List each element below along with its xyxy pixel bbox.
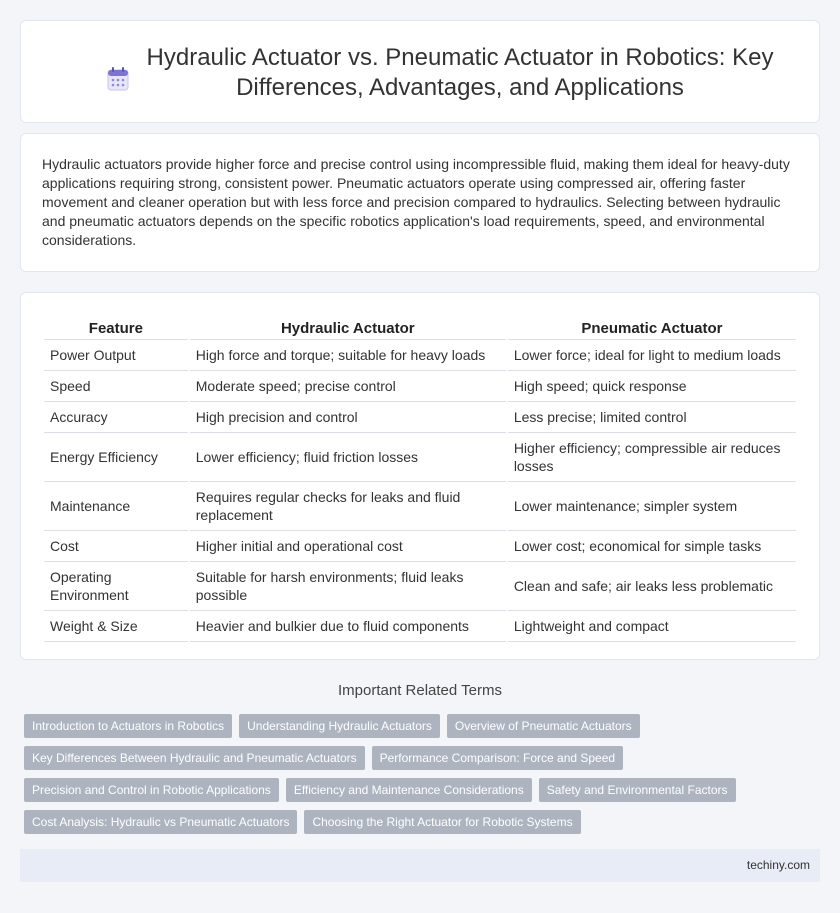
table-row bbox=[44, 340, 796, 371]
table-row bbox=[44, 371, 796, 402]
page-title: Hydraulic Actuator vs. Pneumatic Actuator in Robotics: Key Differences, Advantages, and Applications bbox=[146, 44, 774, 101]
related-term-tag[interactable]: Understanding Hydraulic Actuators bbox=[239, 714, 440, 738]
comparison-table bbox=[42, 318, 798, 642]
hydraulic-cell: High force and torque; suitable for heavy loads bbox=[190, 340, 506, 371]
header-pneumatic: Pneumatic Actuator bbox=[508, 318, 796, 340]
feature-cell: Energy Efficiency bbox=[44, 433, 188, 482]
feature-cell: Speed bbox=[44, 371, 188, 402]
related-term-tag[interactable]: Safety and Environmental Factors bbox=[539, 778, 736, 802]
feature-cell: Cost bbox=[44, 531, 188, 562]
pneumatic-cell: Lightweight and compact bbox=[508, 611, 796, 642]
feature-cell: Power Output bbox=[44, 340, 188, 371]
related-term-tag[interactable]: Key Differences Between Hydraulic and Pneumatic Actuators bbox=[24, 746, 365, 770]
table-header-row bbox=[44, 318, 796, 340]
summary-card bbox=[20, 133, 820, 272]
feature-cell: Operating Environment bbox=[44, 562, 188, 611]
comparison-table-card bbox=[20, 292, 820, 660]
pneumatic-cell: Higher efficiency; compressible air reduces losses bbox=[508, 433, 796, 482]
related-term-tag[interactable]: Precision and Control in Robotic Applications bbox=[24, 778, 279, 802]
tag-row bbox=[24, 810, 804, 834]
summary-text: Hydraulic actuators provide higher force and precise control using incompressible fluid, making them ideal for heavy-duty applications requiring strong, consistent power. Pneumatic actuators operate using compressed air, offering faster movement and cleaner operation but with less force and precision compared to hydraulics. Selecting between hydraulic and pneumatic actuators depends on the specific robotics application's load requirements, speed, and environmental considerations. bbox=[42, 156, 790, 248]
feature-cell: Accuracy bbox=[44, 402, 188, 433]
tag-row bbox=[24, 714, 804, 738]
hydraulic-cell: Higher initial and operational cost bbox=[190, 531, 506, 562]
tag-row bbox=[24, 778, 804, 802]
table-row bbox=[44, 482, 796, 531]
hydraulic-cell: Requires regular checks for leaks and fluid replacement bbox=[190, 482, 506, 531]
table-row bbox=[44, 433, 796, 482]
pneumatic-cell: High speed; quick response bbox=[508, 371, 796, 402]
table-row bbox=[44, 531, 796, 562]
related-term-tag[interactable]: Overview of Pneumatic Actuators bbox=[447, 714, 640, 738]
feature-cell: Weight & Size bbox=[44, 611, 188, 642]
hydraulic-cell: Suitable for harsh environments; fluid leaks possible bbox=[190, 562, 506, 611]
hydraulic-cell: Lower efficiency; fluid friction losses bbox=[190, 433, 506, 482]
hydraulic-cell: High precision and control bbox=[190, 402, 506, 433]
pneumatic-cell: Lower maintenance; simpler system bbox=[508, 482, 796, 531]
pneumatic-cell: Lower force; ideal for light to medium loads bbox=[508, 340, 796, 371]
site-name[interactable]: techiny.com bbox=[746, 858, 810, 872]
table-row bbox=[44, 402, 796, 433]
related-term-tag[interactable]: Performance Comparison: Force and Speed bbox=[372, 746, 623, 770]
footer bbox=[20, 849, 820, 882]
hydraulic-cell: Moderate speed; precise control bbox=[190, 371, 506, 402]
related-term-tag[interactable]: Introduction to Actuators in Robotics bbox=[24, 714, 232, 738]
pneumatic-cell: Less precise; limited control bbox=[508, 402, 796, 433]
related-terms-list bbox=[24, 714, 804, 842]
pneumatic-cell: Lower cost; economical for simple tasks bbox=[508, 531, 796, 562]
related-term-tag[interactable]: Cost Analysis: Hydraulic vs Pneumatic Actuators bbox=[24, 810, 297, 834]
related-terms-title: Important Related Terms bbox=[338, 682, 502, 699]
header-feature: Feature bbox=[44, 318, 188, 340]
feature-cell: Maintenance bbox=[44, 482, 188, 531]
related-term-tag[interactable]: Choosing the Right Actuator for Robotic Systems bbox=[304, 810, 580, 834]
table-row bbox=[44, 562, 796, 611]
table-row bbox=[44, 611, 796, 642]
tag-row bbox=[24, 746, 804, 770]
header-hydraulic: Hydraulic Actuator bbox=[190, 318, 506, 340]
title-card bbox=[20, 20, 820, 123]
hydraulic-cell: Heavier and bulkier due to fluid components bbox=[190, 611, 506, 642]
pneumatic-cell: Clean and safe; air leaks less problematic bbox=[508, 562, 796, 611]
related-term-tag[interactable]: Efficiency and Maintenance Considerations bbox=[286, 778, 532, 802]
